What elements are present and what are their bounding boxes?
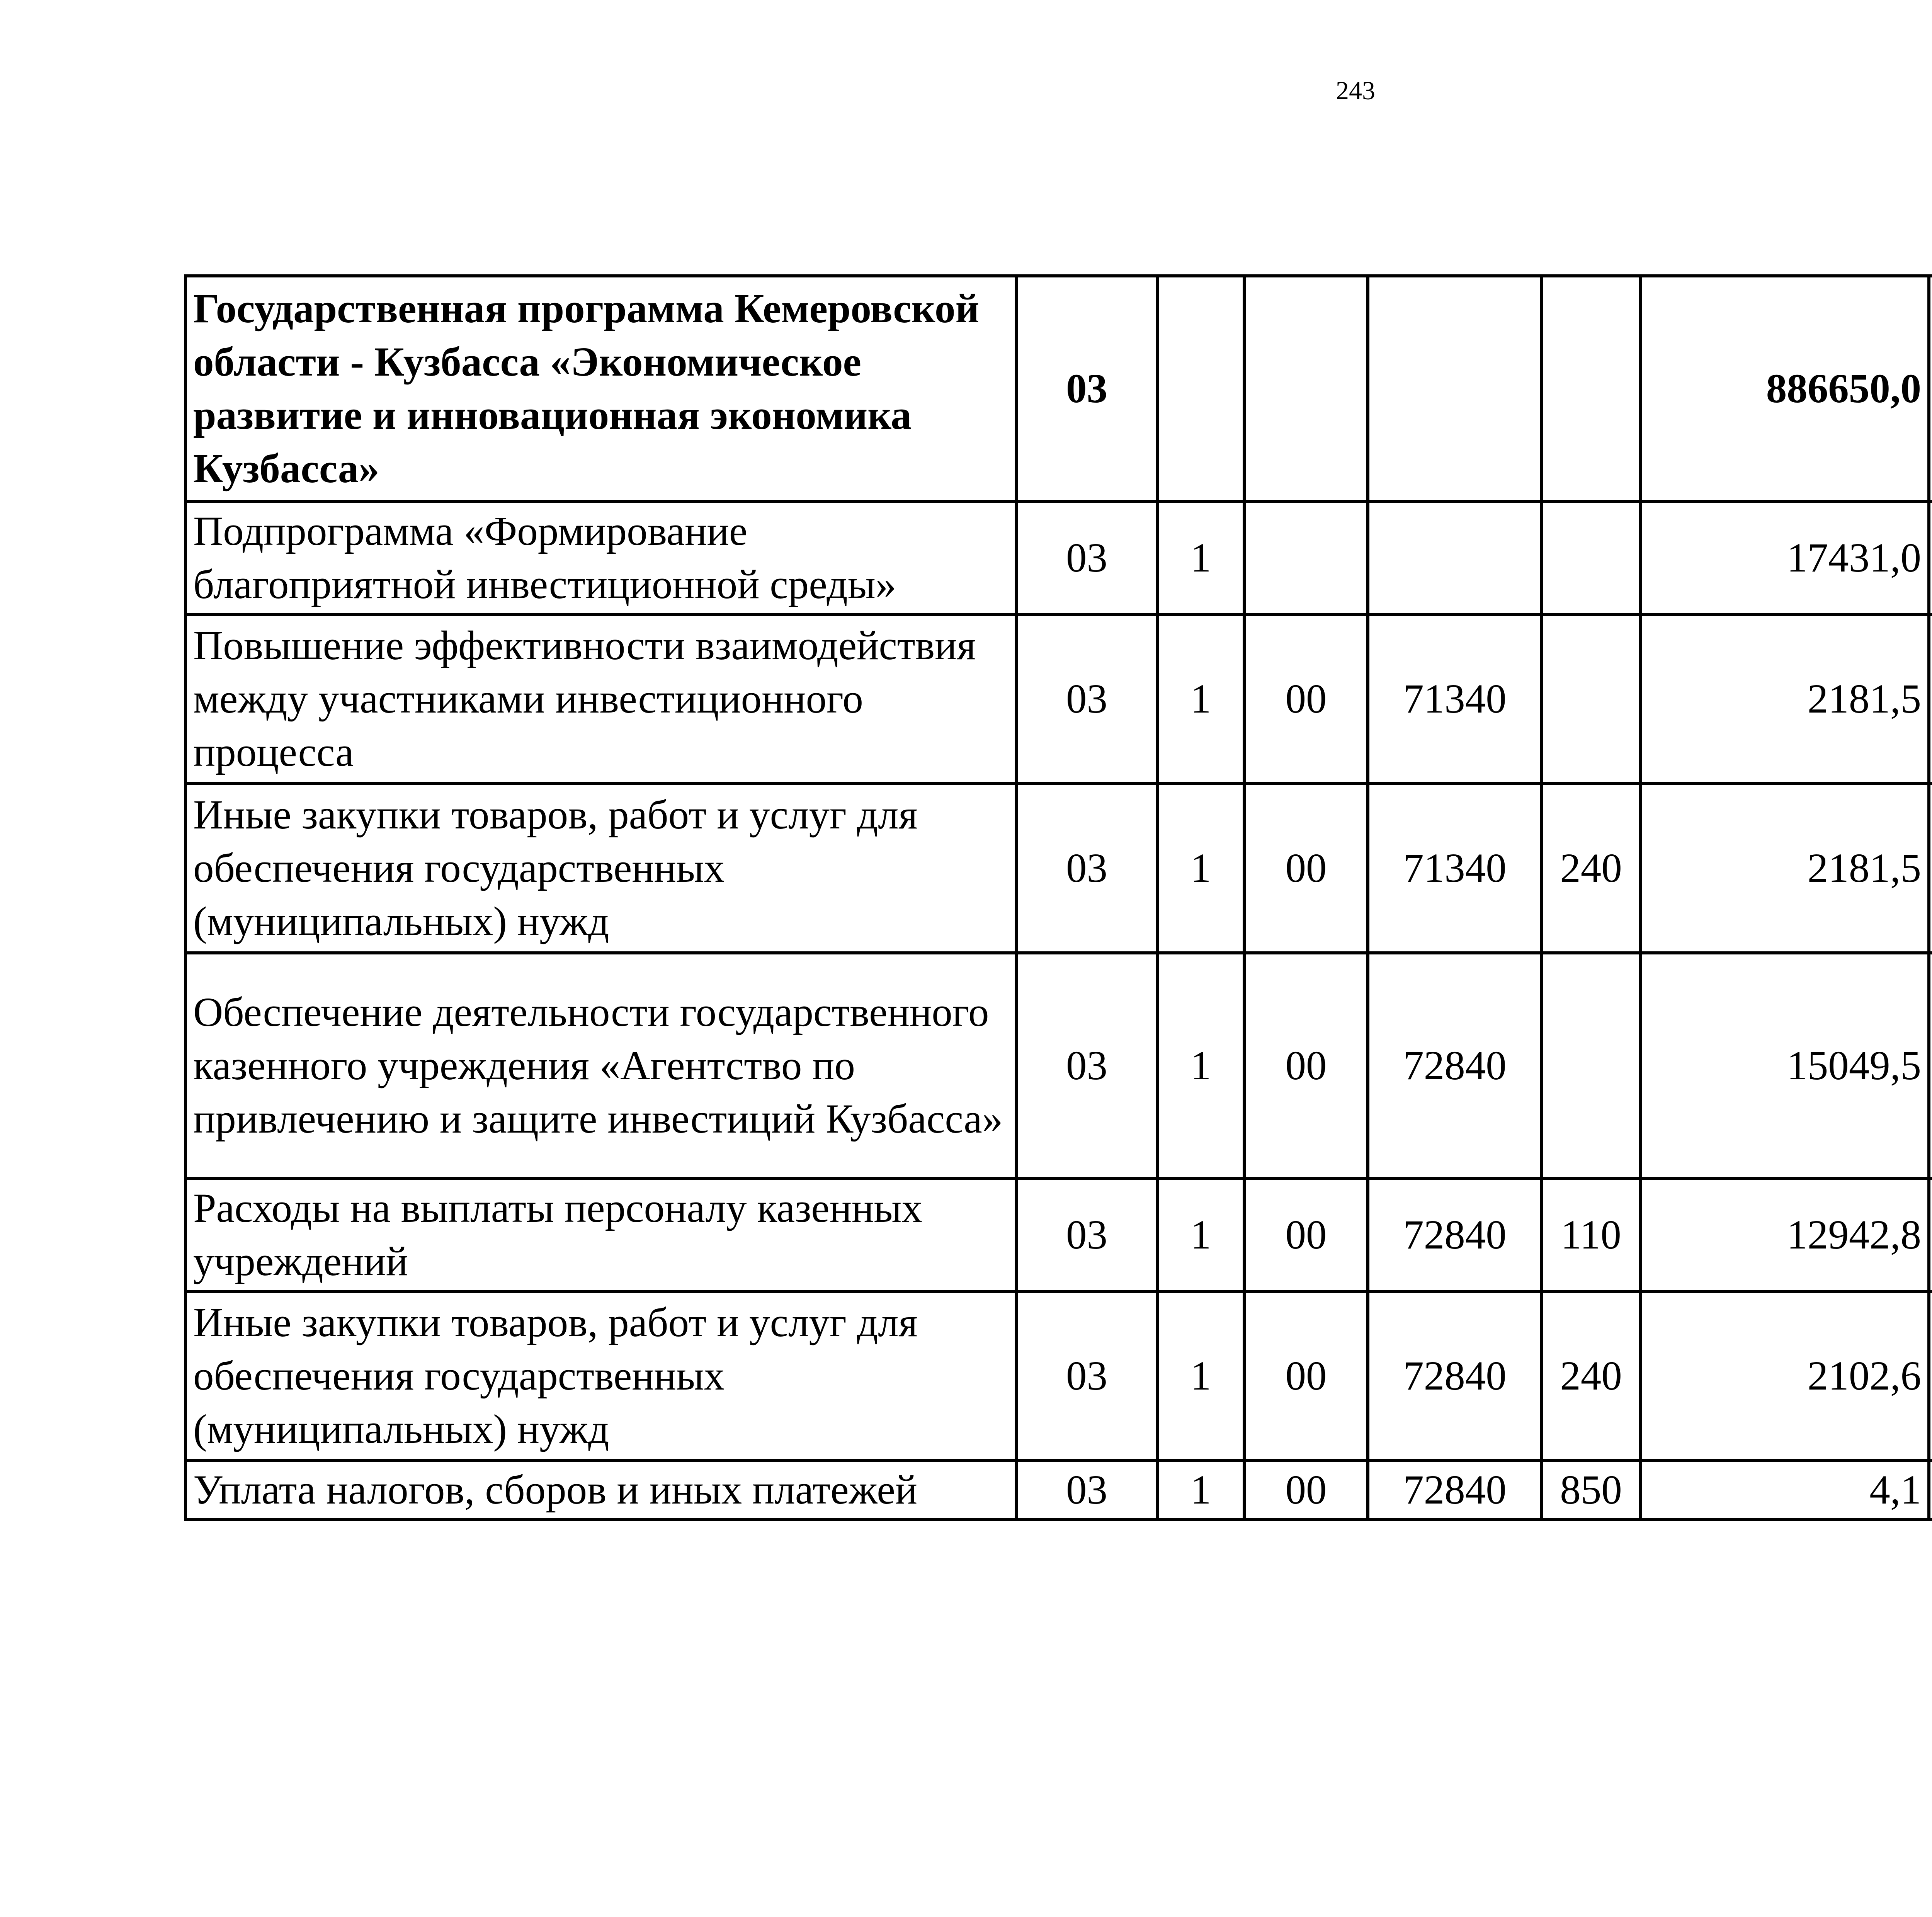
sum-year-1: 2181,5 [1640, 784, 1929, 953]
table-row [185, 953, 1932, 1179]
subprogram-code: 1 [1157, 502, 1244, 614]
direction-code: 00 [1244, 1291, 1368, 1461]
program-code: 03 [1016, 953, 1157, 1179]
sum-year-2 [1929, 276, 1932, 502]
program-code: 03 [1016, 276, 1157, 502]
table-row [185, 276, 1932, 502]
table-row [185, 1461, 1932, 1519]
table-row [185, 502, 1932, 614]
sum-year-2 [1929, 1291, 1932, 1461]
program-code: 03 [1016, 784, 1157, 953]
expense-code: 72840 [1368, 953, 1542, 1179]
sum-year-1: 15049,5 [1640, 953, 1929, 1179]
subprogram-code: 1 [1157, 953, 1244, 1179]
direction-code: 00 [1244, 953, 1368, 1179]
table-row [185, 614, 1932, 784]
direction-code: 00 [1244, 614, 1368, 784]
expense-type-code [1542, 614, 1640, 784]
expense-code: 72840 [1368, 1179, 1542, 1291]
expense-type-code [1542, 276, 1640, 502]
row-name: Иные закупки товаров, работ и услуг для обеспечения государственных (муниципальных) нужд [185, 1291, 1016, 1461]
sum-year-1: 4,1 [1640, 1461, 1929, 1519]
sum-year-2 [1929, 1179, 1932, 1291]
subprogram-code: 1 [1157, 614, 1244, 784]
sum-year-2 [1929, 502, 1932, 614]
expense-code [1368, 502, 1542, 614]
expense-code [1368, 276, 1542, 502]
expense-code: 72840 [1368, 1461, 1542, 1519]
row-name: Повышение эффективности взаимодействия между участниками инвестиционного процесса [185, 614, 1016, 784]
page-number: 243 [1336, 76, 1375, 105]
program-code: 03 [1016, 1179, 1157, 1291]
sum-year-2 [1929, 614, 1932, 784]
expense-code: 71340 [1368, 614, 1542, 784]
row-name: Уплата налогов, сборов и иных платежей [185, 1461, 1016, 1519]
sum-year-1: 2181,5 [1640, 614, 1929, 784]
row-name: Государственная программа Кемеровской области - Кузбасса «Экономическое развитие и инновационная экономика Кузбасса» [185, 276, 1016, 502]
program-code: 03 [1016, 502, 1157, 614]
direction-code: 00 [1244, 1179, 1368, 1291]
program-code: 03 [1016, 1291, 1157, 1461]
sum-year-2 [1929, 784, 1932, 953]
subprogram-code: 1 [1157, 1179, 1244, 1291]
direction-code: 00 [1244, 1461, 1368, 1519]
table-row [185, 784, 1932, 953]
sum-year-1: 2102,6 [1640, 1291, 1929, 1461]
program-code: 03 [1016, 614, 1157, 784]
subprogram-code: 1 [1157, 784, 1244, 953]
sum-year-2 [1929, 1461, 1932, 1519]
subprogram-code [1157, 276, 1244, 502]
expense-code: 71340 [1368, 784, 1542, 953]
budget-table [184, 274, 1932, 1521]
expense-type-code [1542, 502, 1640, 614]
expense-code: 72840 [1368, 1291, 1542, 1461]
row-name: Иные закупки товаров, работ и услуг для обеспечения государственных (муниципальных) нужд [185, 784, 1016, 953]
subprogram-code: 1 [1157, 1461, 1244, 1519]
sum-year-2 [1929, 953, 1932, 1179]
expense-type-code [1542, 953, 1640, 1179]
sum-year-1: 886650,0 [1640, 276, 1929, 502]
subprogram-code: 1 [1157, 1291, 1244, 1461]
sum-year-1: 12942,8 [1640, 1179, 1929, 1291]
row-name: Подпрограмма «Формирование благоприятной инвестиционной среды» [185, 502, 1016, 614]
row-name: Расходы на выплаты персоналу казенных учреждений [185, 1179, 1016, 1291]
direction-code [1244, 276, 1368, 502]
sum-year-1: 17431,0 [1640, 502, 1929, 614]
expense-type-code: 110 [1542, 1179, 1640, 1291]
program-code: 03 [1016, 1461, 1157, 1519]
expense-type-code: 850 [1542, 1461, 1640, 1519]
expense-type-code: 240 [1542, 784, 1640, 953]
direction-code [1244, 502, 1368, 614]
expense-type-code: 240 [1542, 1291, 1640, 1461]
direction-code: 00 [1244, 784, 1368, 953]
row-name: Обеспечение деятельности государственного казенного учреждения «Агентство по привлечению и защите инвестиций Кузбасса» [185, 953, 1016, 1179]
table-row [185, 1291, 1932, 1461]
table-row [185, 1179, 1932, 1291]
